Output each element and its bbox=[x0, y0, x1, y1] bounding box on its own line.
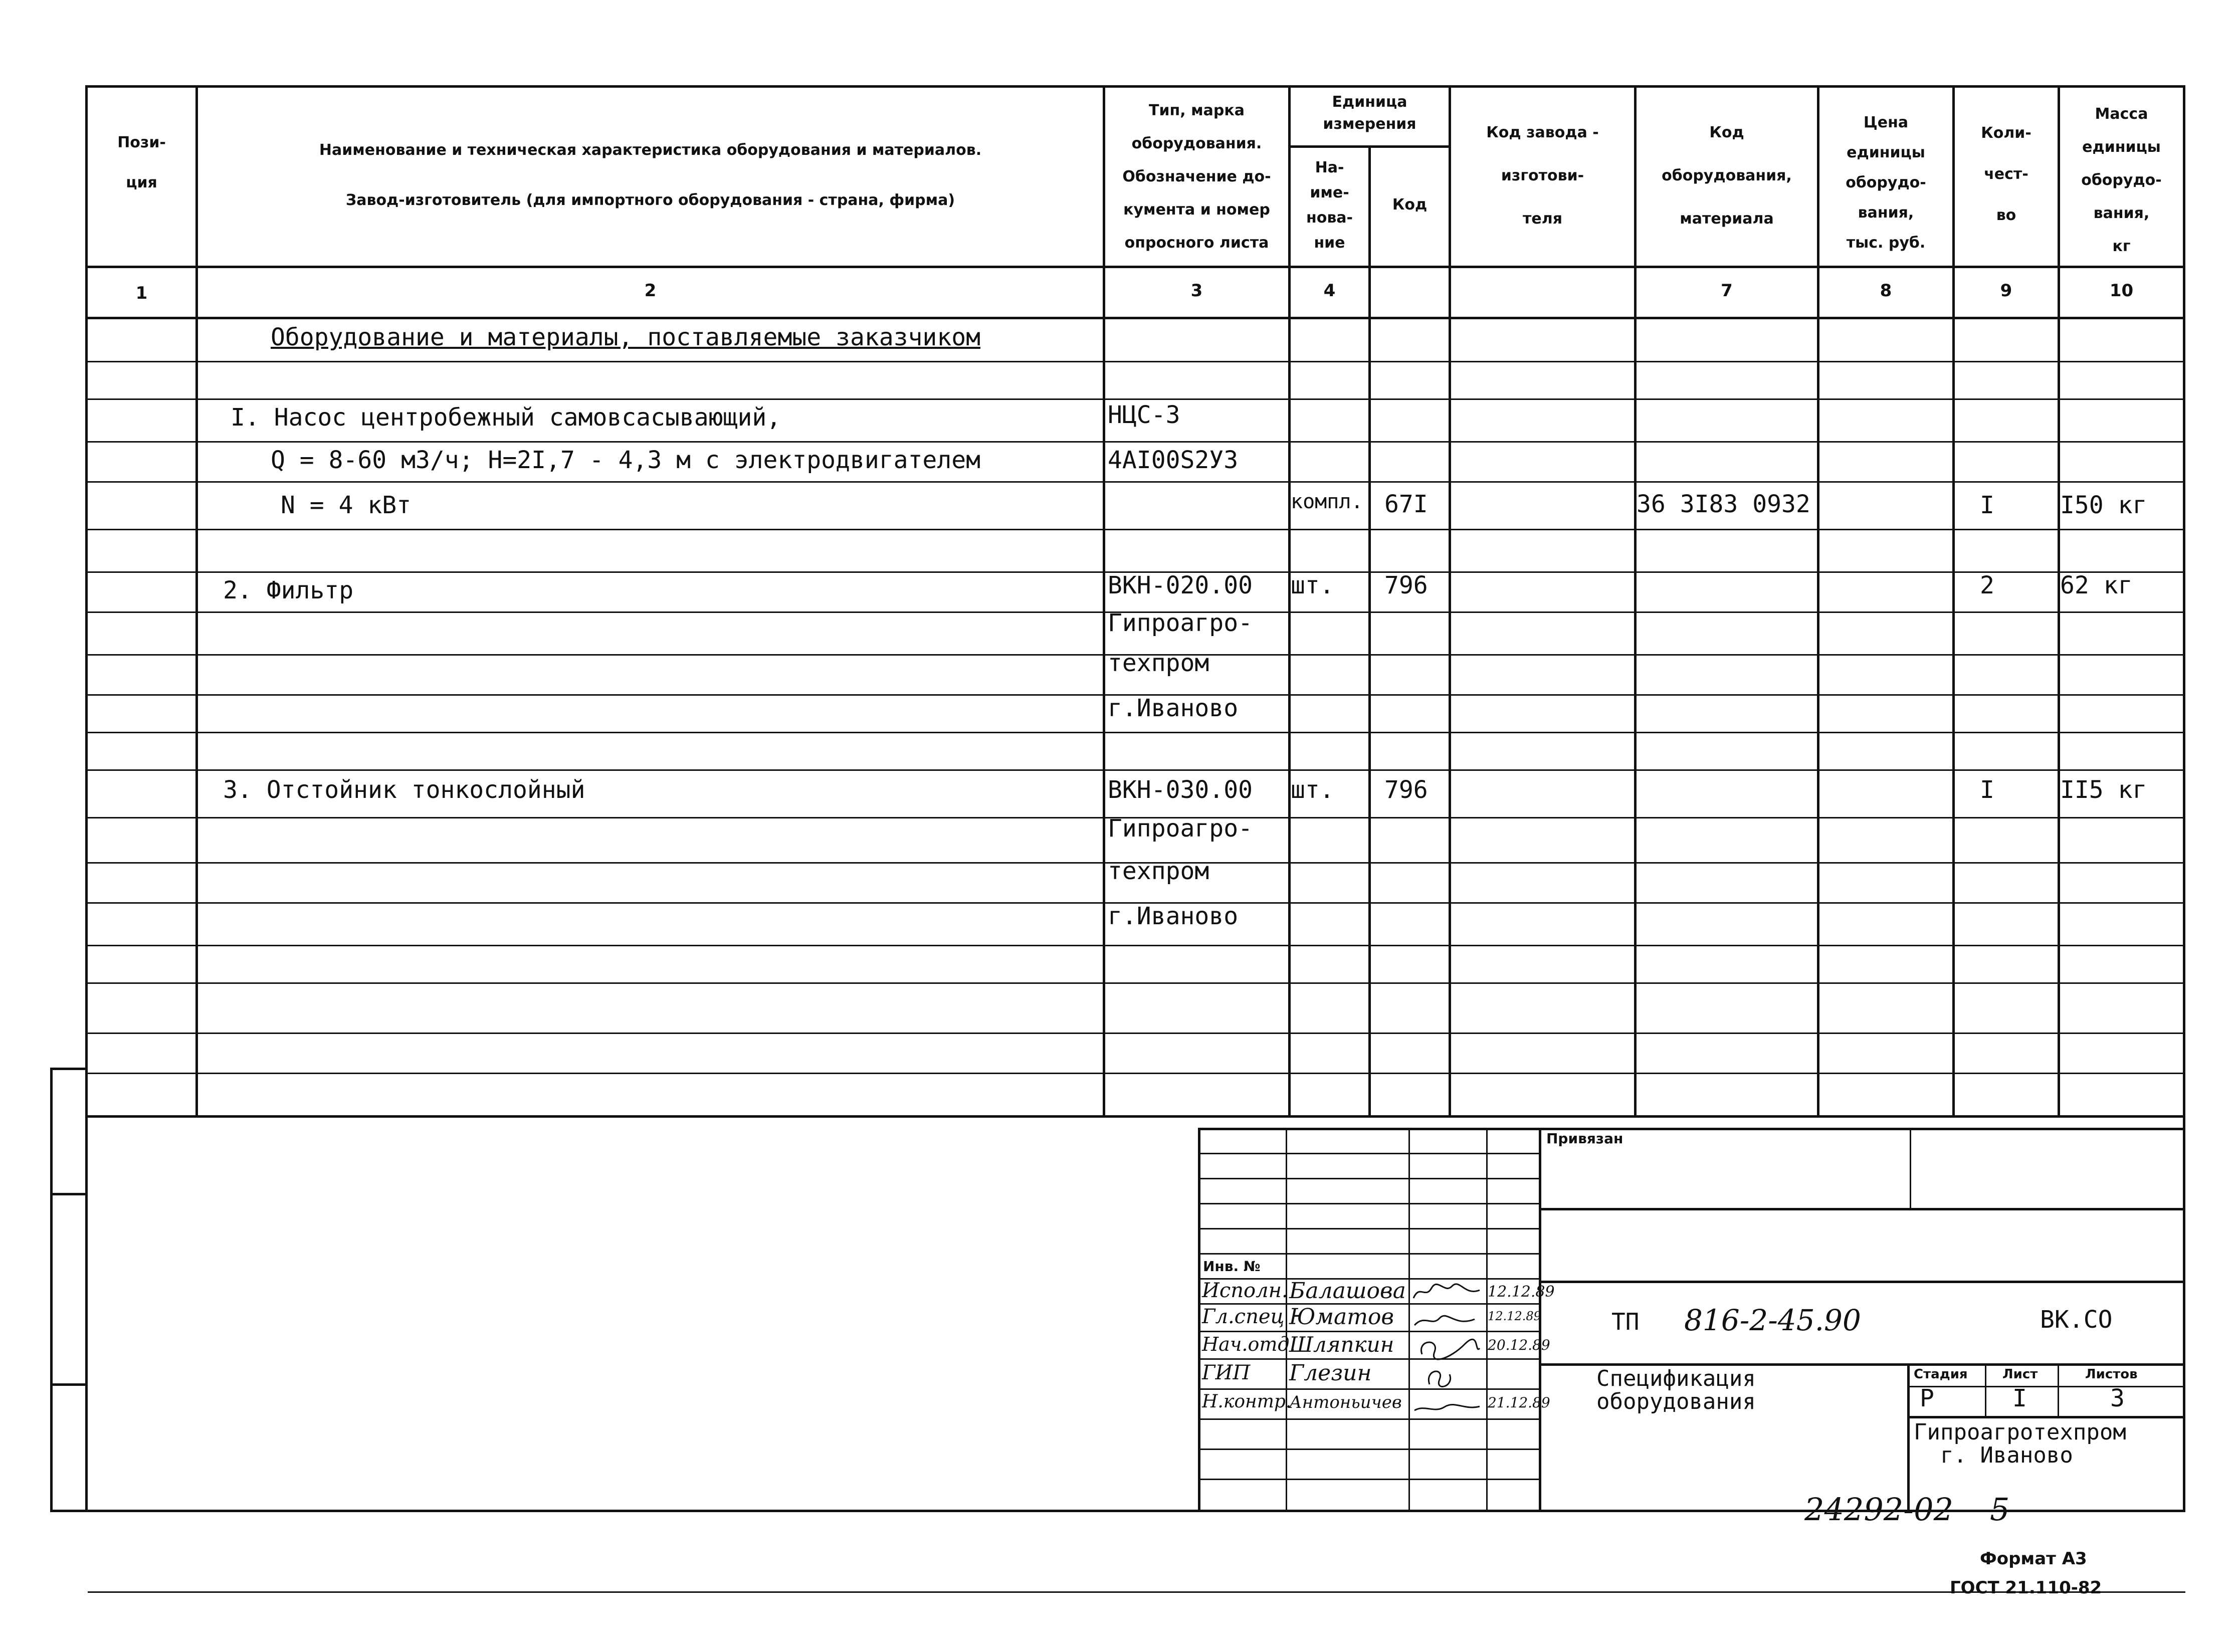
name-4: Глезин bbox=[1289, 1360, 1372, 1386]
item-3-quantity: I bbox=[1980, 776, 1994, 804]
name-5: Антоньичев bbox=[1289, 1392, 1402, 1412]
column-number: 1 bbox=[135, 283, 148, 303]
sheet-value: I bbox=[2012, 1384, 2027, 1412]
inventory-number: 24292-02 bbox=[1804, 1491, 1954, 1528]
stage-label: Стадия bbox=[1914, 1367, 1968, 1382]
item-1-unit: компл. bbox=[1291, 490, 1363, 513]
name-1: Балашова bbox=[1289, 1278, 1406, 1304]
stage-value: Р bbox=[1920, 1384, 1934, 1412]
header-position: Пози- ция bbox=[117, 134, 166, 191]
role-4: ГИП bbox=[1202, 1361, 1251, 1384]
footer-rule bbox=[88, 1591, 2185, 1593]
doc-code: ВК.СО bbox=[2040, 1306, 2113, 1334]
sheets-value: 3 bbox=[2110, 1384, 2125, 1412]
role-5: Н.контр. bbox=[1202, 1391, 1292, 1412]
item-1-type-line1: НЦС-3 bbox=[1108, 401, 1180, 429]
column-number: 2 bbox=[644, 281, 657, 301]
item-2-type-line2: Гипроагро- bbox=[1108, 609, 1253, 637]
header-name: Наименование и техническая характеристика оборудования и материалов. Завод-изготовитель (для импортного оборудования - страна, фирма) bbox=[319, 141, 982, 209]
item-3-unit-code: 796 bbox=[1384, 776, 1428, 804]
item-2-name: 2. Фильтр bbox=[223, 576, 354, 604]
item-2-type-line3: техпром bbox=[1108, 649, 1209, 677]
inventory-number-label: Инв. № bbox=[1203, 1258, 1261, 1275]
item-1-name-line1: I. Насос центробежный самовсасывающий, bbox=[231, 403, 781, 432]
date-3: 20.12.89 bbox=[1488, 1337, 1550, 1353]
header-material-code: Код оборудования, материала bbox=[1662, 124, 1792, 228]
name-2: Юматов bbox=[1289, 1304, 1394, 1330]
format-label: Формат А3 bbox=[1980, 1549, 2087, 1569]
role-2: Гл.спец bbox=[1202, 1305, 1285, 1328]
item-2-quantity: 2 bbox=[1980, 571, 1994, 599]
item-1-quantity: I bbox=[1980, 491, 1994, 519]
name-3: Шляпкин bbox=[1289, 1332, 1394, 1357]
gost-label: ГОСТ 21.110-82 bbox=[1950, 1578, 2102, 1598]
column-number: 10 bbox=[2109, 281, 2134, 301]
item-2-type-line4: г.Иваново bbox=[1108, 694, 1239, 722]
header-unit-code: Код bbox=[1392, 196, 1428, 214]
organization: Гипроагротехпром г. Иваново bbox=[1914, 1419, 2126, 1468]
item-3-type-line1: ВКН-030.00 bbox=[1108, 776, 1253, 804]
column-number: 8 bbox=[1880, 281, 1892, 301]
header-price: Цена единицы оборудо- вания, тыс. руб. bbox=[1846, 114, 1926, 252]
item-1-material-code: 36 3I83 0932 bbox=[1637, 490, 1810, 518]
item-1-unit-code: 67I bbox=[1384, 490, 1428, 518]
header-factory-code: Код завода - изготови- теля bbox=[1486, 124, 1599, 228]
item-2-unit-code: 796 bbox=[1384, 571, 1428, 599]
date-2: 12.12.89 bbox=[1488, 1309, 1541, 1323]
page-number: 5 bbox=[1990, 1491, 2010, 1528]
item-1-mass: I50 кг bbox=[2060, 491, 2147, 519]
header-type: Тип, марка оборудования. Обозначение до- кумента и номер опросного листа bbox=[1122, 102, 1271, 252]
column-number: 4 bbox=[1323, 281, 1336, 301]
item-3-type-line3: техпром bbox=[1108, 857, 1209, 885]
sheets-label: Листов bbox=[2085, 1367, 2138, 1382]
item-3-unit: шт. bbox=[1291, 776, 1334, 804]
document-title: Спецификация оборудования bbox=[1596, 1366, 1756, 1414]
header-unit-group: Единица измерения bbox=[1323, 93, 1416, 133]
role-3: Нач.отд. bbox=[1202, 1333, 1296, 1355]
privyazan-label: Привязан bbox=[1546, 1130, 1623, 1147]
item-2-type-line1: ВКН-020.00 bbox=[1108, 571, 1253, 599]
item-3-type-line4: г.Иваново bbox=[1108, 902, 1239, 930]
item-2-unit: шт. bbox=[1291, 571, 1334, 599]
sheet-label: Лист bbox=[2002, 1367, 2038, 1382]
section-title: Оборудование и материалы, поставляемые заказчиком bbox=[271, 323, 981, 351]
signatures bbox=[1409, 1279, 1486, 1418]
item-1-type-line2: 4АI00S2У3 bbox=[1108, 446, 1239, 474]
column-number: 9 bbox=[2000, 281, 2012, 301]
item-3-name: 3. Отстойник тонкослойный bbox=[223, 776, 585, 804]
doc-prefix: ТП bbox=[1611, 1308, 1640, 1335]
date-1: 12.12.89 bbox=[1488, 1283, 1555, 1301]
item-2-mass: 62 кг bbox=[2060, 571, 2133, 599]
header-mass: Масса единицы оборудо- вания, кг bbox=[2081, 105, 2162, 255]
item-3-mass: II5 кг bbox=[2060, 776, 2147, 804]
item-1-name-line2: Q = 8-60 м3/ч; Н=2I,7 - 4,3 м с электродвигателем bbox=[271, 446, 981, 474]
doc-number: 816-2-45.90 bbox=[1684, 1303, 1861, 1337]
item-1-name-line3: N = 4 кВт bbox=[281, 491, 412, 519]
date-5: 21.12.89 bbox=[1488, 1394, 1550, 1411]
role-1: Исполн. bbox=[1202, 1279, 1288, 1302]
item-3-type-line2: Гипроагро- bbox=[1108, 814, 1253, 843]
column-number: 3 bbox=[1190, 281, 1203, 301]
column-number: 7 bbox=[1721, 281, 1733, 301]
header-quantity: Коли- чест- во bbox=[1981, 124, 2031, 224]
header-unit-name: На- име- нова- ние bbox=[1306, 159, 1353, 252]
